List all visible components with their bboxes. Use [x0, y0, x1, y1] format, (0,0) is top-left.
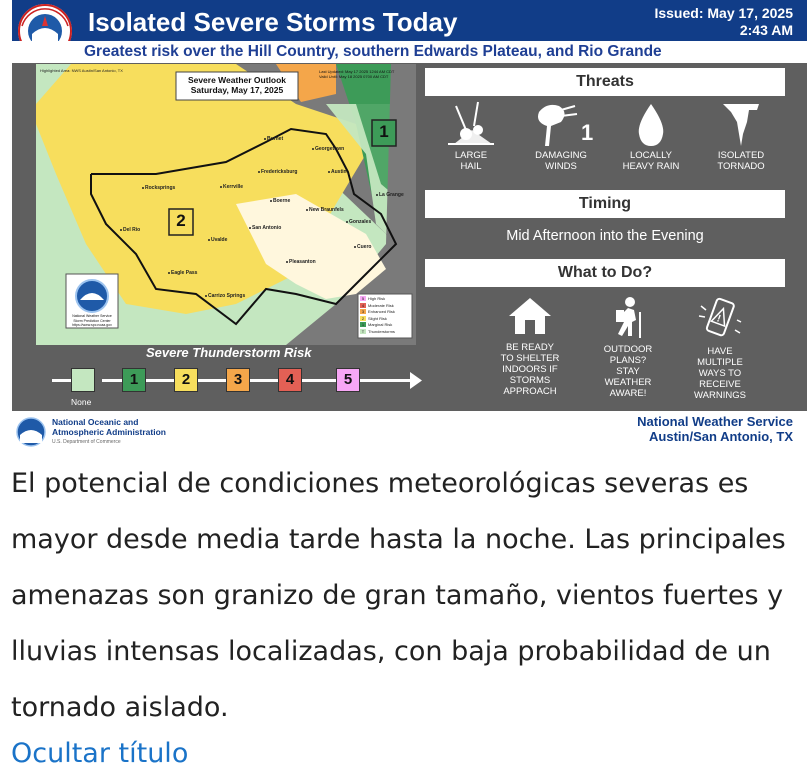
city-label: Eagle Pass — [168, 270, 197, 276]
risk-line — [102, 379, 412, 382]
legend-label: Marginal Risk — [368, 322, 393, 327]
legend-label: Moderate Risk — [368, 302, 394, 308]
legend-swatch: 4 — [361, 302, 365, 308]
threat-label-rain: LOCALLY HEAVY RAIN — [622, 150, 680, 172]
hiker-icon — [610, 296, 646, 338]
wind-icon — [531, 100, 594, 148]
legend-swatch: 3 — [361, 309, 365, 314]
city-dot — [220, 186, 222, 188]
city-dot — [208, 239, 210, 241]
risk-box-2: 2 — [174, 368, 198, 392]
todo-label-warnings: HAVE MULTIPLE WAYS TO RECEIVE WARNINGS — [694, 346, 746, 401]
city-dot — [142, 187, 144, 189]
city-dot — [346, 221, 348, 223]
city-dot — [328, 171, 330, 173]
raindrop-icon — [631, 100, 671, 148]
issued-time — [654, 5, 793, 39]
city-dot — [258, 171, 260, 173]
issued-date: Issued: May 17, 2025 — [654, 5, 793, 21]
legend-swatch: 2 — [361, 315, 365, 321]
map-valid-until: Valid Until: May 18 2025 0700 AM CDT — [319, 74, 389, 79]
city-label: Cuero — [354, 244, 371, 250]
risk-box-5: 5 — [336, 368, 360, 392]
legend-label: Thunderstorms — [368, 328, 395, 334]
tornado-icon — [719, 100, 763, 148]
threat-tornado — [696, 100, 786, 172]
noaa-line-1: National Oceanic and — [52, 417, 139, 427]
todo-label-shelter: BE READY TO SHELTER INDOORS IF STORMS APPROACH — [500, 342, 560, 397]
nws-line-1: National Weather Service — [637, 414, 793, 429]
map-last-updated: Last Updated: May 17 2025 1244 AM CDT — [319, 69, 395, 74]
city-label: Austin — [328, 169, 347, 175]
risk-box-4: 4 — [278, 368, 302, 392]
spc-text-1: National Weather Service — [72, 314, 112, 318]
city-label: Georgetown — [312, 146, 344, 152]
legend-swatch: 5 — [361, 296, 365, 301]
map-badge-2: 2 — [176, 211, 186, 230]
city-dot — [354, 246, 356, 248]
graphic-footer — [12, 411, 807, 450]
city-label: Burnet — [264, 136, 283, 142]
subtitle-bar — [12, 41, 807, 63]
threat-label-hail: LARGE HAIL — [454, 150, 488, 172]
city-label: Fredericksburg — [258, 169, 297, 175]
threat-heavy-rain — [606, 100, 696, 172]
city-dot — [312, 148, 314, 150]
city-label: Del Rio — [120, 227, 140, 233]
city-dot — [306, 209, 308, 211]
threat-label-tornado: ISOLATED TORNADO — [717, 150, 765, 172]
legend-row — [360, 329, 412, 336]
legend-label: High Risk — [368, 296, 386, 301]
city-label: Kerrville — [220, 184, 243, 190]
risk-box-1: 1 — [122, 368, 146, 392]
nws-line-2: Austin/San Antonio, TX — [649, 429, 793, 444]
threats-title: Threats — [425, 68, 785, 96]
timing-text: Mid Afternoon into the Evening — [506, 228, 704, 244]
risk-box-none — [71, 368, 95, 392]
spc-text-3: https://www.spc.noaa.gov — [72, 323, 112, 327]
city-dot — [205, 295, 207, 297]
city-label: Pleasanton — [286, 259, 316, 265]
threat-label-winds: DAMAGING WINDS — [535, 150, 587, 172]
outlook-map — [36, 64, 416, 345]
map-legend — [360, 296, 412, 335]
timing-title: Timing — [425, 190, 785, 218]
phone-alert-icon — [697, 296, 743, 340]
city-label: San Antonio — [249, 225, 281, 231]
city-dot — [249, 227, 251, 229]
city-label: Boerne — [270, 198, 290, 204]
city-label: New Braunfels — [306, 207, 344, 213]
outlook-box — [176, 75, 298, 95]
noaa-footer-text — [52, 417, 166, 447]
city-dot — [120, 229, 122, 231]
risk-box-3: 3 — [226, 368, 250, 392]
what-to-do-title: What to Do? — [425, 259, 785, 287]
outlook-box-title: Severe Weather Outlook — [187, 75, 287, 85]
city-label: Gonzales — [346, 219, 371, 225]
map-top-note: Highlighted Area: NWS Austin/San Antonio, TX — [40, 68, 123, 73]
legend-swatch: 1 — [361, 322, 365, 327]
noaa-logo-icon — [16, 417, 46, 447]
legend-label: Enhanced Risk — [368, 309, 395, 314]
todo-outdoor — [578, 296, 678, 399]
legend-label: Slight Risk — [368, 315, 387, 321]
city-label: Uvalde — [208, 237, 227, 243]
graphic-subtitle: Greatest risk over the Hill Country, southern Edwards Plateau, and Rio Grande — [84, 43, 662, 60]
map-badge-1: 1 — [379, 122, 389, 141]
todo-label-outdoor: OUTDOOR PLANS? STAY WEATHER AWARE! — [603, 344, 653, 399]
threat-large-hail — [426, 100, 516, 172]
svg-text:1: 1 — [581, 120, 594, 145]
todo-warnings — [670, 296, 770, 401]
city-dot — [264, 138, 266, 140]
risk-scale-title: Severe Thunderstorm Risk — [146, 345, 312, 360]
risk-arrow-icon — [410, 372, 422, 389]
risk-none-label: None — [71, 397, 92, 407]
city-dot — [286, 261, 288, 263]
city-label: Carrizo Springs — [205, 293, 245, 299]
image-caption: El potencial de condiciones meteorológicas severas es mayor desde media tarde hasta la noche. Las principales amenazas son granizo de gran tamaño, vientos fuertes y lluvias intensas localizadas, con baja probabilidad de un tornado aislado. — [11, 468, 786, 723]
city-dot — [376, 194, 378, 196]
spc-text-2: Storm Prediction Center — [73, 318, 111, 323]
weather-graphic — [12, 0, 807, 450]
hide-caption-link[interactable]: Ocultar título — [11, 738, 189, 769]
spc-logo-text — [66, 314, 118, 328]
house-icon — [507, 296, 553, 336]
graphic-title: Isolated Severe Storms Today — [88, 7, 458, 37]
svg-text:!: ! — [715, 313, 723, 325]
todo-shelter — [480, 296, 580, 397]
noaa-line-2: Atmospheric Administration — [52, 427, 166, 437]
hail-icon — [444, 100, 498, 148]
map-updated — [319, 69, 394, 79]
legend-swatch: T — [361, 328, 365, 334]
city-label: Rocksprings — [142, 185, 175, 191]
city-dot — [270, 200, 272, 202]
noaa-line-3: U.S. Department of Commerce — [52, 439, 121, 445]
city-dot — [168, 272, 170, 274]
issued-clock: 2:43 AM — [739, 22, 793, 38]
outlook-box-date: Saturday, May 17, 2025 — [190, 85, 284, 95]
threat-damaging-winds — [516, 100, 606, 172]
nws-footer-text — [637, 414, 793, 444]
city-label: La Grange — [376, 192, 404, 198]
